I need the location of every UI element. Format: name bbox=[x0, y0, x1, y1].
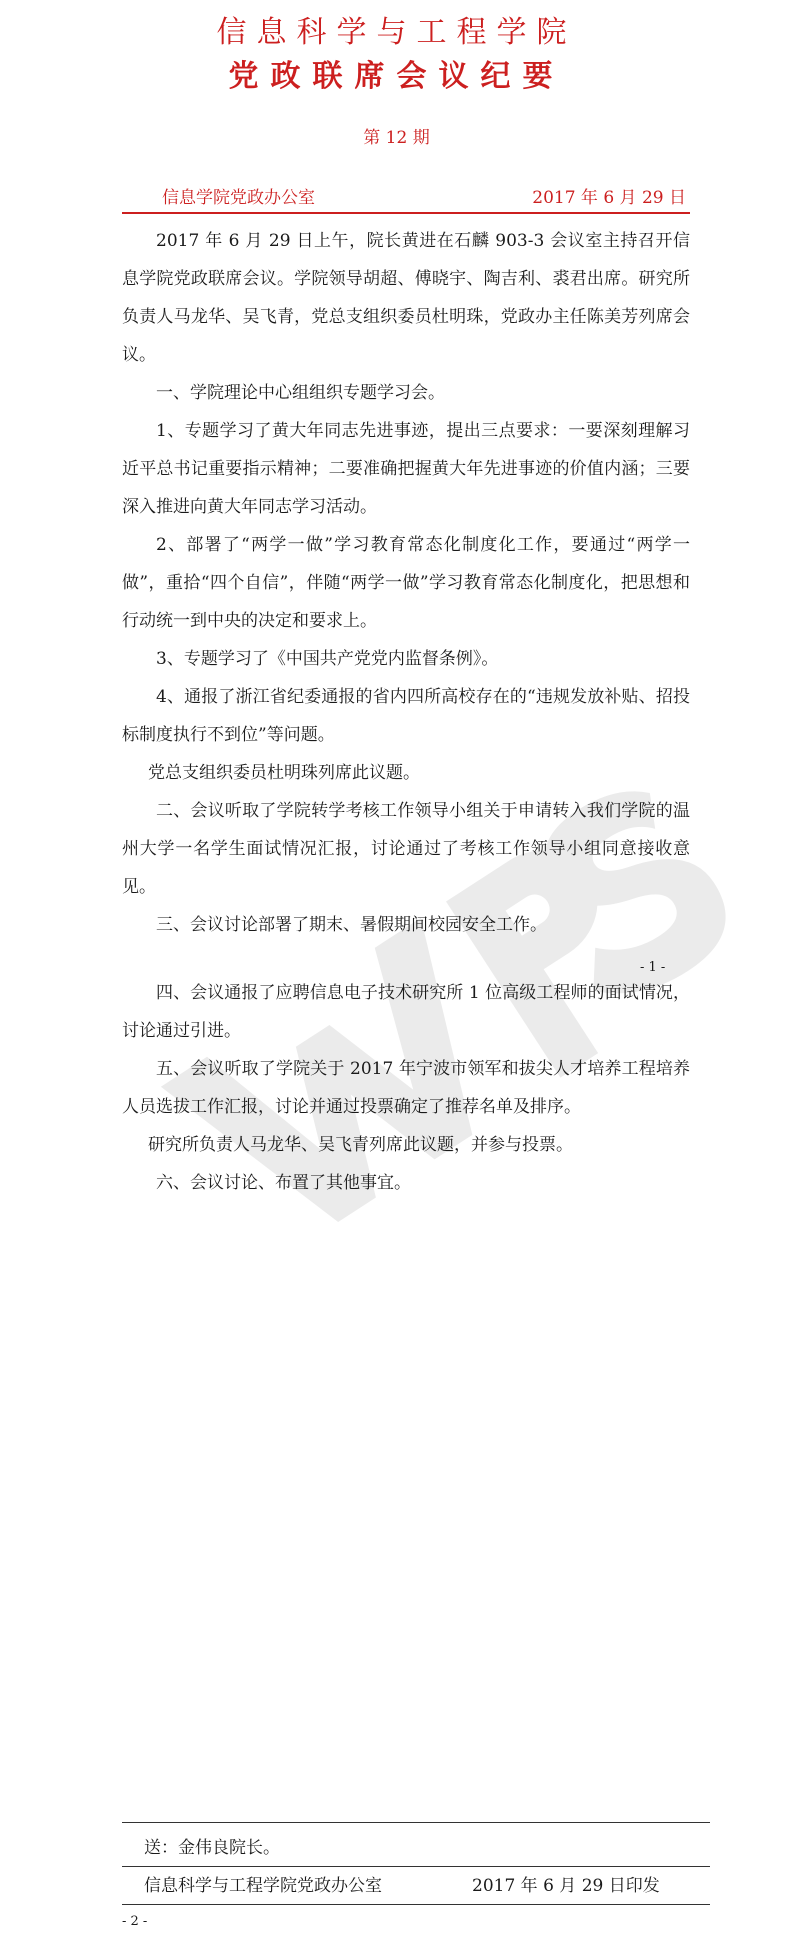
issue-date: 2017 年 6 月 29 日 bbox=[532, 188, 686, 208]
body-paragraph: 三、会议讨论部署了期末、暑假期间校园安全工作。 bbox=[156, 915, 547, 935]
page-number: - 1 - bbox=[640, 960, 666, 975]
body-paragraph: 1、专题学习了黄大年同志先进事迹，提出三点要求：一要深刻理解习近平总书记重要指示精神；二要准确把握黄大年先进事迹的价值内涵；三要深入推进向黄大年同志学习活动。 bbox=[122, 421, 690, 517]
footer-rule-top bbox=[122, 1822, 710, 1823]
body-paragraph: 五、会议听取了学院关于 2017 年宁波市领军和拔尖人才培养工程培养人员选拔工作汇报，讨论并通过投票确定了推荐名单及排序。 bbox=[122, 1059, 690, 1117]
body-paragraph: 3、专题学习了《中国共产党党内监督条例》。 bbox=[156, 649, 499, 669]
red-divider bbox=[122, 212, 690, 214]
footer-print-date: 2017 年 6 月 29 日印发 bbox=[472, 1876, 660, 1896]
document-title: 党政联席会议纪要 bbox=[228, 59, 565, 94]
issue-number: 第 12 期 bbox=[363, 128, 430, 148]
body-paragraph: 研究所负责人马龙华、吴飞青列席此议题，并参与投票。 bbox=[148, 1135, 573, 1155]
footer-rule-middle bbox=[122, 1866, 710, 1867]
footer-rule-bottom bbox=[122, 1904, 710, 1905]
issuer-office: 信息学院党政办公室 bbox=[162, 188, 315, 208]
body-paragraph: 4、通报了浙江省纪委通报的省内四所高校存在的“违规发放补贴、招投标制度执行不到位”等问题。 bbox=[122, 687, 690, 745]
page2-body bbox=[0, 974, 793, 1202]
body-paragraph: 一、学院理论中心组组织专题学习会。 bbox=[156, 383, 445, 403]
body-paragraph: 2、部署了“两学一做”学习教育常态化制度化工作，要通过“两学一做”，重拾“四个自信”，伴随“两学一做”学习教育常态化制度化，把思想和行动统一到中央的决定和要求上。 bbox=[122, 535, 690, 631]
body-paragraph: 党总支组织委员杜明珠列席此议题。 bbox=[148, 763, 420, 783]
org-title: 信息科学与工程学院 bbox=[216, 15, 577, 50]
body-paragraph: 2017 年 6 月 29 日上午，院长黄进在石麟 903-3 会议室主持召开信息学院党政联席会议。学院领导胡超、傅晓宇、陶吉利、裘君出席。研究所负责人马龙华、吴飞青，党总支组织委员杜明珠，党政办主任陈美芳列席会议。 bbox=[122, 231, 690, 365]
footer-issuer: 信息科学与工程学院党政办公室 bbox=[144, 1876, 382, 1896]
page-number: - 2 - bbox=[122, 1914, 148, 1929]
body-paragraph: 六、会议讨论、布置了其他事宜。 bbox=[156, 1173, 411, 1193]
body-paragraph: 四、会议通报了应聘信息电子技术研究所 1 位高级工程师的面试情况，讨论通过引进。 bbox=[122, 983, 690, 1041]
recipient-line: 送：金伟良院长。 bbox=[144, 1838, 280, 1858]
page1-body bbox=[0, 222, 793, 944]
body-paragraph: 二、会议听取了学院转学考核工作领导小组关于申请转入我们学院的温州大学一名学生面试情况汇报，讨论通过了考核工作领导小组同意接收意见。 bbox=[122, 801, 690, 897]
issuer-line bbox=[128, 186, 686, 212]
